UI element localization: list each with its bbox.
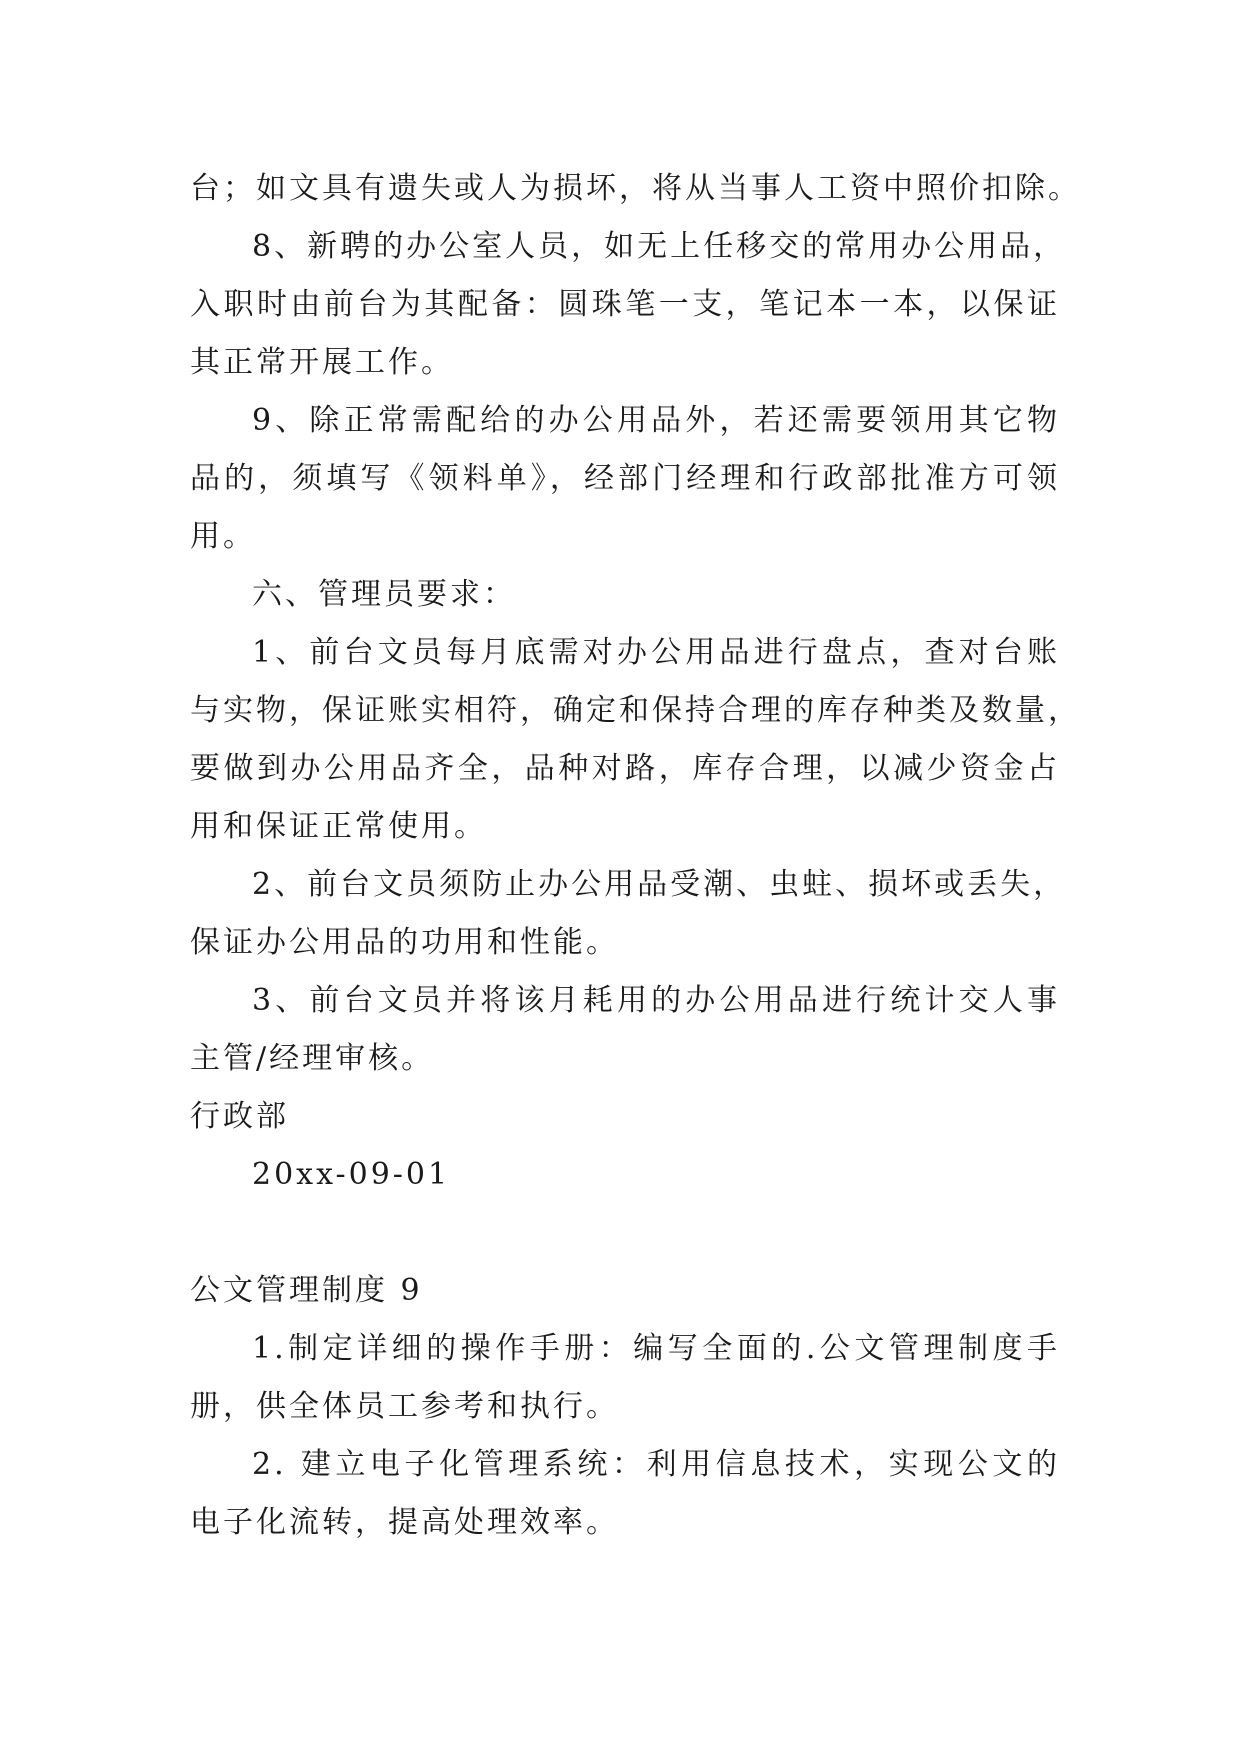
paragraph-line: 主管/经理审核。 — [190, 1041, 435, 1076]
paragraph-line: 8、新聘的办公室人员，如无上任移交的常用办公用品， — [252, 229, 1067, 264]
paragraph-line: 用和保证正常使用。 — [190, 809, 487, 844]
signature-date: 20xx-09-01 — [252, 1157, 451, 1192]
document-body — [190, 160, 1081, 1552]
document-title: 公文管理制度 9 — [190, 1273, 423, 1308]
paragraph-line: 保证办公用品的功用和性能。 — [190, 925, 619, 960]
paragraph-line: 品的，须填写《领料单》，经部门经理和行政部批准方可领 — [190, 461, 1060, 496]
paragraph-line: 册，供全体员工参考和执行。 — [190, 1389, 619, 1424]
signature-department: 行政部 — [190, 1099, 289, 1134]
paragraph-line: 电子化流转，提高处理效率。 — [190, 1505, 619, 1540]
blank-line — [190, 1204, 1060, 1262]
paragraph-line: 其正常开展工作。 — [190, 345, 454, 380]
paragraph-line: 入职时由前台为其配备：圆珠笔一支，笔记本一本，以保证 — [190, 287, 1060, 322]
paragraph-line: 1、前台文员每月底需对办公用品进行盘点，查对台账 — [252, 635, 1060, 670]
paragraph-line: 9、除正常需配给的办公用品外，若还需要领用其它物 — [252, 403, 1060, 438]
paragraph-line: 2. 建立电子化管理系统：利用信息技术，实现公文的 — [252, 1447, 1060, 1482]
paragraph-line: 1.制定详细的操作手册：编写全面的.公文管理制度手 — [252, 1331, 1060, 1366]
paragraph-line: 要做到办公用品齐全，品种对路，库存合理，以减少资金占 — [190, 751, 1060, 786]
section-heading: 六、管理员要求： — [252, 577, 516, 612]
paragraph-line: 2、前台文员须防止办公用品受潮、虫蛀、损坏或丢失， — [252, 867, 1067, 902]
paragraph-line: 台；如文具有遗失或人为损坏，将从当事人工资中照价扣除。 — [190, 171, 1081, 206]
paragraph-line: 用。 — [190, 519, 256, 554]
paragraph-line: 与实物，保证账实相符，确定和保持合理的库存种类及数量， — [190, 693, 1081, 728]
paragraph-line: 3、前台文员并将该月耗用的办公用品进行统计交人事 — [252, 983, 1060, 1018]
